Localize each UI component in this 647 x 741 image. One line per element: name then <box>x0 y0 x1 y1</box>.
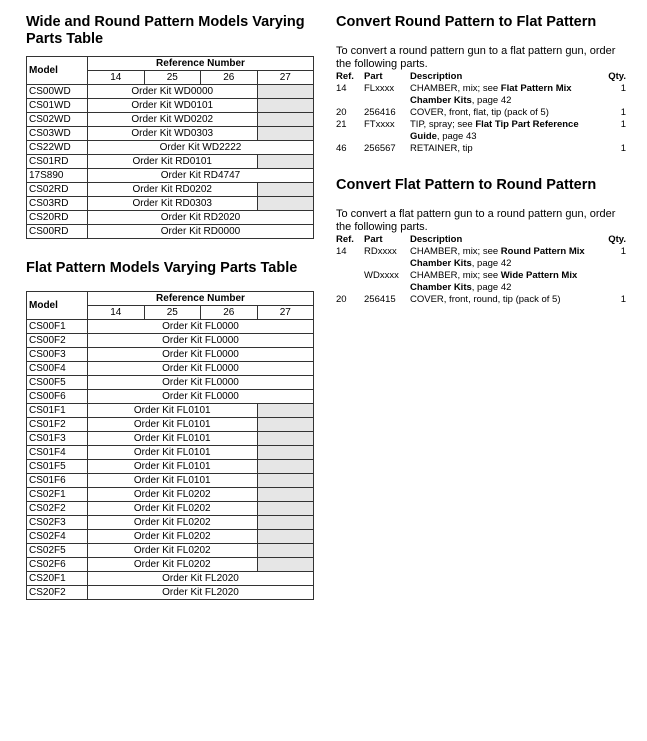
description-text: , page 43 <box>436 131 477 142</box>
flat-table-title: Flat Pattern Models Varying Parts Table <box>26 260 298 276</box>
shaded-empty-cell <box>257 113 314 127</box>
parts-list-row <box>336 83 626 107</box>
flat-to-round-parts-list <box>336 234 626 306</box>
ref-col-header: 25 <box>144 306 201 320</box>
kit-cell: Order Kit RD0101 <box>88 155 258 169</box>
kit-cell: Order Kit RD0202 <box>88 183 258 197</box>
kit-cell: Order Kit FL0202 <box>88 530 258 544</box>
description-cell <box>410 143 600 155</box>
kit-cell: Order Kit WD0101 <box>88 99 258 113</box>
round-to-flat-title: Convert Round Pattern to Flat Pattern <box>336 14 597 30</box>
kit-cell: Order Kit FL2020 <box>88 572 314 586</box>
table-row <box>27 334 314 348</box>
ref-col-header: 27 <box>257 306 314 320</box>
shaded-empty-cell <box>257 460 314 474</box>
kit-cell: Order Kit WD0202 <box>88 113 258 127</box>
description-text: CHAMBER, mix; see <box>410 83 501 94</box>
kit-cell: Order Kit FL0202 <box>88 516 258 530</box>
parts-list-row <box>336 119 626 143</box>
description-text: TIP, spray; see <box>410 119 476 130</box>
table-row <box>27 113 314 127</box>
parts-list-row <box>336 107 626 119</box>
kit-cell: Order Kit RD2020 <box>88 211 314 225</box>
kit-cell: Order Kit FL0000 <box>88 376 314 390</box>
description-cell <box>410 107 600 119</box>
model-cell: CS22WD <box>27 141 88 155</box>
kit-cell: Order Kit RD4747 <box>88 169 314 183</box>
table-row <box>27 183 314 197</box>
kit-cell: Order Kit FL0101 <box>88 460 258 474</box>
part-cell: 256416 <box>364 107 396 118</box>
kit-cell: Order Kit FL0000 <box>88 334 314 348</box>
kit-cell: Order Kit RD0000 <box>88 225 314 239</box>
kit-cell: Order Kit FL0000 <box>88 362 314 376</box>
kit-cell: Order Kit FL0202 <box>88 544 258 558</box>
ref-cell: 20 <box>336 294 347 305</box>
kit-cell: Order Kit FL0101 <box>88 404 258 418</box>
model-cell: CS00F2 <box>27 334 88 348</box>
parts-list-row <box>336 294 626 306</box>
model-cell: CS00F5 <box>27 376 88 390</box>
model-cell: CS02F6 <box>27 558 88 572</box>
model-cell: CS02F4 <box>27 530 88 544</box>
kit-cell: Order Kit FL0202 <box>88 488 258 502</box>
kit-cell: Order Kit FL0101 <box>88 446 258 460</box>
qty-header: Qty. <box>608 71 626 82</box>
description-text: CHAMBER, mix; see <box>410 246 501 257</box>
model-cell: CS00WD <box>27 85 88 99</box>
model-cell: CS20RD <box>27 211 88 225</box>
kit-cell: Order Kit FL2020 <box>88 586 314 600</box>
parts-list-row <box>336 143 626 155</box>
model-cell: CS02F1 <box>27 488 88 502</box>
model-cell: CS00F4 <box>27 362 88 376</box>
model-cell: 17S890 <box>27 169 88 183</box>
ref-cell <box>336 270 364 294</box>
description-text: Flat Tip Part Reference Guide <box>410 119 579 142</box>
kit-cell: Order Kit FL0101 <box>88 474 258 488</box>
kit-cell: Order Kit WD0303 <box>88 127 258 141</box>
ref-col-header: 26 <box>201 71 258 85</box>
ref-col-header: 14 <box>88 71 145 85</box>
ref-cell: 14 <box>336 83 347 94</box>
parts-list-row <box>336 246 626 270</box>
ref-col-header: 25 <box>144 71 201 85</box>
wide-round-parts-table <box>26 56 314 239</box>
model-cell: CS02RD <box>27 183 88 197</box>
model-cell: CS02F2 <box>27 502 88 516</box>
qty-cell: 1 <box>620 119 626 130</box>
description-cell <box>410 246 600 270</box>
ref-cell: 20 <box>336 107 347 118</box>
kit-cell: Order Kit RD0303 <box>88 197 258 211</box>
description-header: Description <box>410 234 463 245</box>
table-row <box>27 572 314 586</box>
table-row <box>27 516 314 530</box>
part-cell: 256567 <box>364 143 396 154</box>
table-row <box>27 197 314 211</box>
table-row <box>27 99 314 113</box>
model-cell: CS01F2 <box>27 418 88 432</box>
ref-header: Ref. <box>336 234 354 245</box>
model-cell: CS20F2 <box>27 586 88 600</box>
right-column <box>336 14 628 306</box>
wide-round-table-title <box>26 14 316 48</box>
shaded-empty-cell <box>257 404 314 418</box>
shaded-empty-cell <box>257 99 314 113</box>
qty-cell: 1 <box>620 83 626 94</box>
table-row <box>27 390 314 404</box>
kit-cell: Order Kit FL0000 <box>88 348 314 362</box>
table-row <box>27 127 314 141</box>
table-row <box>27 502 314 516</box>
round-to-flat-intro: To convert a round pattern gun to a flat pattern gun, order the following parts. <box>336 45 616 70</box>
part-header: Part <box>364 234 383 245</box>
kit-cell: Order Kit WD0000 <box>88 85 258 99</box>
model-header: Model <box>27 57 88 85</box>
ref-cell: 46 <box>336 143 347 154</box>
qty-cell <box>600 270 626 294</box>
ref-col-header: 14 <box>88 306 145 320</box>
ref-cell: 14 <box>336 246 347 257</box>
shaded-empty-cell <box>257 418 314 432</box>
model-cell: CS01RD <box>27 155 88 169</box>
table-row <box>27 488 314 502</box>
table-row <box>27 460 314 474</box>
model-header: Model <box>27 292 88 320</box>
flat-parts-table <box>26 291 314 600</box>
model-cell: CS01F4 <box>27 446 88 460</box>
description-text: COVER, front, flat, tip (pack of 5) <box>410 107 549 118</box>
reference-number-header: Reference Number <box>88 292 314 306</box>
kit-cell: Order Kit FL0101 <box>88 432 258 446</box>
table-row <box>27 530 314 544</box>
description-text: RETAINER, tip <box>410 143 473 154</box>
description-text: COVER, front, round, tip (pack of 5) <box>410 294 561 305</box>
model-cell: CS02WD <box>27 113 88 127</box>
table-row <box>27 211 314 225</box>
table-row <box>27 474 314 488</box>
description-cell <box>410 294 600 306</box>
description-text: , page 42 <box>471 258 512 269</box>
model-cell: CS01F3 <box>27 432 88 446</box>
part-cell: 256415 <box>364 294 396 305</box>
table-row <box>27 169 314 183</box>
left-column <box>26 14 316 600</box>
shaded-empty-cell <box>257 530 314 544</box>
description-text: , page 42 <box>471 95 512 106</box>
table-row <box>27 446 314 460</box>
shaded-empty-cell <box>257 544 314 558</box>
qty-cell: 1 <box>620 143 626 154</box>
table-row <box>27 418 314 432</box>
description-text: , page 42 <box>471 282 512 293</box>
table-row <box>27 432 314 446</box>
description-text: Wide Pattern Mix Chamber Kits <box>410 270 578 293</box>
model-cell: CS00RD <box>27 225 88 239</box>
shaded-empty-cell <box>257 127 314 141</box>
reference-number-header: Reference Number <box>88 57 314 71</box>
round-to-flat-parts-list <box>336 71 626 155</box>
description-header: Description <box>410 71 463 82</box>
model-cell: CS01F5 <box>27 460 88 474</box>
part-cell: FTxxxx <box>364 119 395 130</box>
part-cell: WDxxxx <box>364 270 399 281</box>
part-cell: FLxxxx <box>364 83 395 94</box>
shaded-empty-cell <box>257 197 314 211</box>
table-row <box>27 544 314 558</box>
table-row <box>27 141 314 155</box>
wide-round-title-line1: Wide and Round Pattern Models Varying <box>26 14 305 30</box>
model-cell: CS01F6 <box>27 474 88 488</box>
model-cell: CS00F6 <box>27 390 88 404</box>
description-text: Round Pattern Mix Chamber Kits <box>410 246 585 269</box>
description-cell <box>410 83 600 107</box>
table-row <box>27 404 314 418</box>
qty-cell: 1 <box>620 246 626 257</box>
model-cell: CS01F1 <box>27 404 88 418</box>
shaded-empty-cell <box>257 183 314 197</box>
kit-cell: Order Kit FL0000 <box>88 320 314 334</box>
kit-cell: Order Kit WD2222 <box>88 141 314 155</box>
shaded-empty-cell <box>257 155 314 169</box>
table-row <box>27 376 314 390</box>
shaded-empty-cell <box>257 558 314 572</box>
kit-cell: Order Kit FL0101 <box>88 418 258 432</box>
part-header: Part <box>364 71 383 82</box>
description-text: Flat Pattern Mix Chamber Kits <box>410 83 572 106</box>
flat-to-round-title: Convert Flat Pattern to Round Pattern <box>336 177 597 193</box>
shaded-empty-cell <box>257 446 314 460</box>
shaded-empty-cell <box>257 432 314 446</box>
ref-header: Ref. <box>336 71 354 82</box>
model-cell: CS20F1 <box>27 572 88 586</box>
shaded-empty-cell <box>257 85 314 99</box>
model-cell: CS03WD <box>27 127 88 141</box>
ref-cell: 21 <box>336 119 347 130</box>
table-row <box>27 558 314 572</box>
model-cell: CS02F3 <box>27 516 88 530</box>
shaded-empty-cell <box>257 516 314 530</box>
table-row <box>27 320 314 334</box>
table-row <box>27 348 314 362</box>
shaded-empty-cell <box>257 502 314 516</box>
table-row <box>27 362 314 376</box>
model-cell: CS02F5 <box>27 544 88 558</box>
model-cell: CS03RD <box>27 197 88 211</box>
ref-col-header: 27 <box>257 71 314 85</box>
shaded-empty-cell <box>257 488 314 502</box>
model-cell: CS01WD <box>27 99 88 113</box>
qty-header: Qty. <box>608 234 626 245</box>
wide-round-title-line2: Parts Table <box>26 31 104 47</box>
kit-cell: Order Kit FL0202 <box>88 502 258 516</box>
model-cell: CS00F1 <box>27 320 88 334</box>
part-cell: RDxxxx <box>364 246 397 257</box>
shaded-empty-cell <box>257 474 314 488</box>
table-row <box>27 85 314 99</box>
flat-to-round-intro: To convert a flat pattern gun to a round pattern gun, order the following parts. <box>336 208 616 233</box>
kit-cell: Order Kit FL0202 <box>88 558 258 572</box>
ref-col-header: 26 <box>201 306 258 320</box>
description-cell <box>410 270 600 294</box>
table-row <box>27 225 314 239</box>
kit-cell: Order Kit FL0000 <box>88 390 314 404</box>
parts-list-row <box>336 270 626 294</box>
description-text: CHAMBER, mix; see <box>410 270 501 281</box>
description-cell <box>410 119 600 143</box>
model-cell: CS00F3 <box>27 348 88 362</box>
table-row <box>27 155 314 169</box>
table-row <box>27 586 314 600</box>
qty-cell: 1 <box>620 294 626 305</box>
qty-cell: 1 <box>620 107 626 118</box>
